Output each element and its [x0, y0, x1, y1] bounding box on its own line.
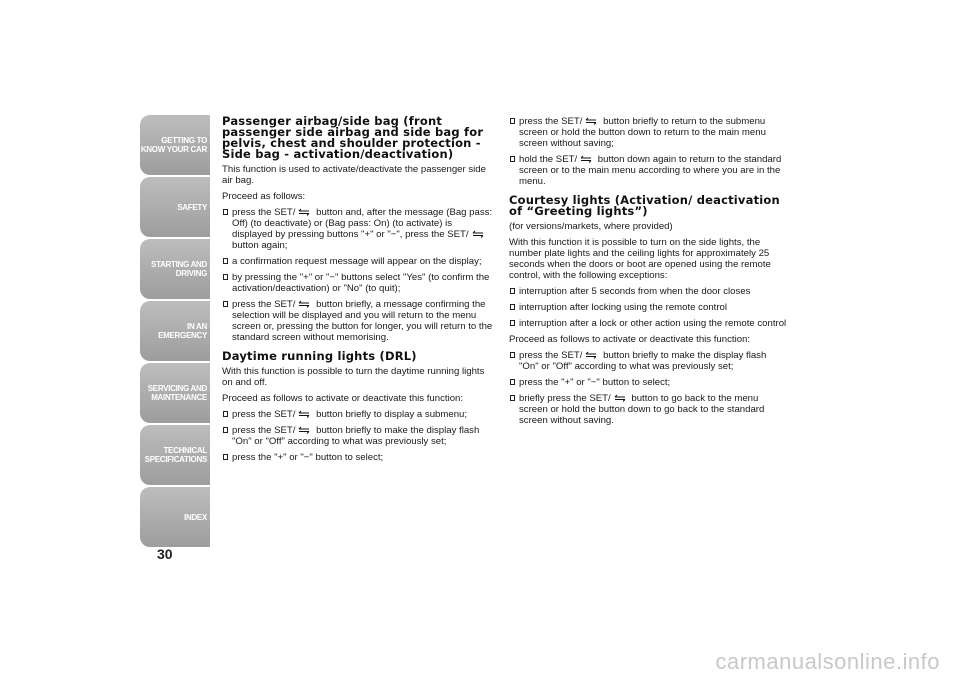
text-run: button and, after the message (Bag pass: Off) (to deactivate) or (Bag pass: On) (to activate) is displayed by pressing buttons "+" or "−", press the SET/ [232, 207, 493, 240]
chapter-tab-label: GETTING TO KNOW YOUR CAR [140, 136, 207, 154]
set-return-arrow-icon [584, 351, 598, 359]
list-item: interruption after 5 seconds from when the door closes [509, 286, 787, 297]
list-item: press the "+" or "−" button to select; [222, 452, 494, 463]
section-title-drl: Daytime running lights (DRL) [222, 349, 417, 363]
set-return-arrow-icon [297, 410, 311, 418]
text-run: press the SET/ [232, 299, 296, 310]
set-return-arrow-icon [297, 300, 311, 308]
paragraph: Proceed as follows to activate or deactivate this function: [509, 334, 751, 345]
text-run: press the SET/ [519, 350, 583, 361]
text-run: button down again to return to the standard screen or to the main menu according to where you are in the menu. [519, 154, 782, 187]
list-item [509, 154, 787, 187]
text-run: press the SET/ [232, 409, 296, 420]
list-item: interruption after a lock or other action using the remote control [509, 318, 787, 329]
chapter-tab-0[interactable] [140, 115, 210, 175]
chapter-tab-label: STARTING AND DRIVING [151, 260, 207, 278]
chapter-tab-1[interactable] [140, 177, 210, 237]
set-return-arrow-icon [584, 117, 598, 125]
chapter-tab-label: SERVICING AND MAINTENANCE [147, 384, 207, 402]
text-run: button briefly to make the display flash "On" or "Off" according to what was previously set; [519, 350, 767, 372]
chapter-tab-2[interactable] [140, 239, 210, 299]
chapter-tab-label: TECHNICAL SPECIFICATIONS [144, 446, 207, 464]
chapter-tab-5[interactable] [140, 425, 210, 485]
text-run: button briefly, a message confirming the selection will be displayed and you will return to the menu screen or, pressing the button for longer, you will return to the standard screen without memorising. [232, 299, 493, 343]
page-number: 30 [157, 546, 173, 562]
text-run: press the SET/ [519, 116, 583, 127]
chapter-tab-3[interactable] [140, 301, 210, 361]
set-return-arrow-icon [579, 155, 593, 163]
bullet-list [509, 286, 787, 329]
text-run: press the SET/ [232, 425, 296, 436]
list-item: press the "+" or "−" button to select; [509, 377, 787, 388]
text-run: press the SET/ [232, 207, 296, 218]
chapter-tab-label: SAFETY [177, 202, 207, 212]
set-return-arrow-icon [613, 394, 627, 402]
text-run: button briefly to display a submenu; [313, 409, 468, 420]
paragraph: With this function is possible to turn the daytime running lights on and off. [222, 366, 485, 388]
list-item: a confirmation request message will appear on the display; [222, 256, 494, 267]
paragraph: Proceed as follows to activate or deactivate this function: [222, 393, 464, 404]
text-run: hold the SET/ [519, 154, 578, 165]
list-item [509, 393, 787, 426]
list-item [222, 207, 494, 251]
list-item [509, 116, 787, 149]
list-item [509, 350, 787, 372]
text-run: button to go back to the menu screen or hold the button down to go back to the standard screen without saving. [519, 393, 765, 426]
text-run: briefly press the SET/ [519, 393, 611, 404]
bullet-list [509, 350, 787, 426]
set-return-arrow-icon [471, 230, 485, 238]
paragraph: With this function it is possible to turn on the side lights, the number plate lights and the ceiling lights for approximately 25 seconds when the doors or boot are opened using the remote control, with the following exceptions: [509, 237, 771, 281]
paragraph: This function is used to activate/deactivate the passenger side air bag. [222, 164, 486, 186]
text-run: button briefly to make the display flash "On" or "Off" according to what was previously set; [232, 425, 480, 447]
section-title-airbag: Passenger airbag/side bag (front passenger side airbag and side bag for pelvis, chest and shoulder protection - Side bag - activation/deactivation) [222, 114, 484, 161]
list-item: interruption after locking using the remote control [509, 302, 787, 313]
list-item: by pressing the "+" or "−" buttons select "Yes" (to confirm the activation/deactivation) or "No" (to quit); [222, 272, 494, 294]
bullet-list [509, 116, 787, 187]
set-return-arrow-icon [297, 426, 311, 434]
chapter-tab-label: IN AN EMERGENCY [158, 322, 207, 340]
chapter-tab-label: INDEX [184, 512, 207, 522]
chapter-sidebar [140, 115, 210, 549]
paragraph: Proceed as follows: [222, 191, 306, 202]
chapter-tab-6[interactable] [140, 487, 210, 547]
set-return-arrow-icon [297, 208, 311, 216]
text-run: button again; [232, 240, 288, 251]
list-item [222, 425, 494, 447]
watermark: carmanualsonline.info [715, 649, 940, 674]
bullet-list [222, 207, 494, 343]
bullet-list [222, 409, 494, 463]
list-item [222, 409, 494, 420]
left-column [222, 116, 494, 468]
list-item [222, 299, 494, 343]
chapter-tab-4[interactable] [140, 363, 210, 423]
subtitle: (for versions/markets, where provided) [509, 221, 673, 232]
section-title-courtesy: Courtesy lights (Activation/ deactivation of “Greeting lights”) [509, 193, 780, 218]
text-run: button briefly to return to the submenu screen or hold the button down to return to the main menu screen without saving; [519, 116, 766, 149]
right-column [509, 116, 787, 431]
